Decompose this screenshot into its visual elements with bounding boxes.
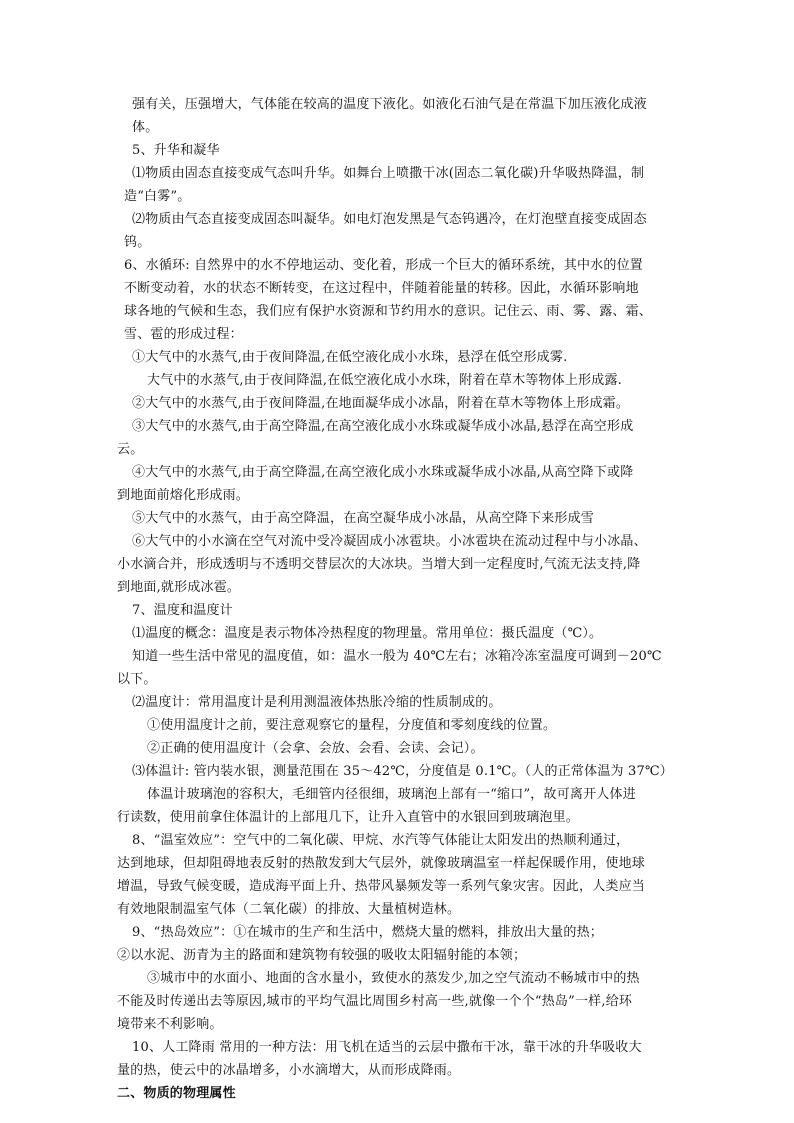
chapter-heading: 二、物质的物理属性 <box>117 1086 236 1101</box>
text-line: 到地面前熔化形成雨。 <box>117 488 250 503</box>
text-line: 以下。 <box>117 672 157 687</box>
text-line: 有效地限制温室气体（二氧化碳）的排放、大量植树造林。 <box>117 902 461 917</box>
list-item: ①使用温度计之前，要注意观察它的量程，分度值和零刻度线的位置。 <box>147 718 557 733</box>
list-item: ①大气中的水蒸气,由于夜间降温,在低空液化成小水珠，悬浮在低空形成雾. <box>132 350 568 365</box>
text-line: 钨。 <box>124 235 151 250</box>
text-line: 不断变动着，水的状态不断转变，在这过程中，伴随着能量的转移。因此，水循环影响地 <box>124 281 639 296</box>
text-line: 到地面,就形成冰雹。 <box>117 580 241 595</box>
text-line: 体温计玻璃泡的容积大，毛细管内径很细，玻璃泡上部有一“缩口”，故可离开人体进 <box>147 787 636 802</box>
list-item: ②以水泥、沥青为主的路面和建筑物有较强的吸收太阳辐射能的本领； <box>117 948 527 963</box>
text-line: ⑴温度的概念：温度是表示物体冷热程度的物理量。常用单位：摄氏温度（℃）。 <box>132 626 603 641</box>
text-line: ⑴物质由固态直接变成气态叫升华。如舞台上喷撒干冰(固态二氧化碳)升华吸热降温，制 <box>132 166 645 181</box>
list-item: ③大气中的水蒸气,由于高空降温,在高空液化成小水珠或凝华成小冰晶,悬浮在高空形成 <box>132 419 634 434</box>
section-heading: 9、“热岛效应”：①在城市的生产和生活中，燃烧大量的燃料，排放出大量的热； <box>132 925 603 940</box>
text-line: 达到地球，但却阻碍地表反射的热散发到大气层外，就像玻璃温室一样起保暖作用，使地球 <box>117 856 646 871</box>
list-item: ④大气中的水蒸气,由于高空降温,在高空液化成小水珠或凝华成小冰晶,从高空降下或降 <box>132 465 634 480</box>
text-line: 球各地的气候和生态，我们应有保护水资源和节约用水的意识。记住云、雨、雾、露、霜、 <box>124 304 653 319</box>
text-line: ⑵温度计：常用温度计是利用测温液体热胀冷缩的性质制成的。 <box>132 695 502 710</box>
list-item: ⑥大气中的小水滴在空气对流中受冷凝固成小冰雹块。小冰雹块在流动过程中与小冰晶、 <box>132 534 647 549</box>
text-line: 知道一些生活中常见的温度值，如：温水一般为 40℃左右；冰箱冷冻室温度可调到－20℃ <box>132 649 662 664</box>
list-item: 大气中的水蒸气,由于夜间降温,在低空液化成小水珠，附着在草木等物体上形成露. <box>147 373 622 388</box>
list-item: ⑤大气中的水蒸气，由于高空降温，在高空凝华成小冰晶，从高空降下来形成雪 <box>132 511 595 526</box>
text-line: 增温，导致气候变暖，造成海平面上升、热带风暴频发等一系列气象灾害。因此，人类应当 <box>117 879 646 894</box>
text-line: 云。 <box>117 442 144 457</box>
text-line: 体。 <box>132 120 159 135</box>
text-line: 行读数，使用前拿住体温计的上部甩几下，让升入直管中的水银回到玻璃泡里。 <box>117 810 580 825</box>
section-heading: 7、温度和温度计 <box>132 603 233 618</box>
section-heading: 10、人工降雨 常用的一种方法：用飞机在适当的云层中撒布干冰，靠干冰的升华吸收大 <box>132 1040 642 1055</box>
list-item: ②正确的使用温度计（会拿、会放、会看、会读、会记）。 <box>147 741 484 756</box>
text-line: 不能及时传递出去等原因,城市的平均气温比周围乡村高一些,就像一个个“热岛”一样,给环 <box>117 994 633 1009</box>
text-line: ⑵物质由气态直接变成固态叫凝华。如电灯泡发黑是气态钨遇冷，在灯泡壁直接变成固态 <box>132 212 647 227</box>
list-item: ③城市中的水面小、地面的含水量小，致使水的蒸发少,加之空气流动不畅城市中的热 <box>147 971 640 986</box>
text-line: 小水滴合并，形成透明与不透明交替层次的大冰块。当增大到一定程度时,气流无法支持,降 <box>117 557 641 572</box>
section-heading: 5、升华和凝华 <box>132 143 220 158</box>
text-line: 造“白雾”。 <box>124 189 191 204</box>
list-item: ②大气中的水蒸气,由于夜间降温,在地面凝华成小冰晶，附着在草木等物体上形成霜。 <box>132 396 630 411</box>
section-heading: 6、水循环: 自然界中的水不停地运动、变化着，形成一个巨大的循环系统，其中水的位置 <box>124 258 643 273</box>
section-heading: 8、“温室效应”：空气中的二氧化碳、甲烷、水汽等气体能让太阳发出的热顺利通过， <box>132 833 630 848</box>
text-line: 量的热，使云中的冰晶增多，小水滴增大，从而形成降雨。 <box>117 1063 461 1078</box>
text-line: 雪、雹的形成过程： <box>124 327 243 342</box>
text-line: ⑶体温计: 管内装水银，测量范围在 35～42℃，分度值是 0.1℃。（人的正常体温为 37℃） <box>132 764 673 779</box>
text-line: 境带来不利影响。 <box>117 1017 223 1032</box>
text-line: 强有关，压强增大，气体能在较高的温度下液化。如液化石油气是在常温下加压液化成液 <box>132 97 647 112</box>
